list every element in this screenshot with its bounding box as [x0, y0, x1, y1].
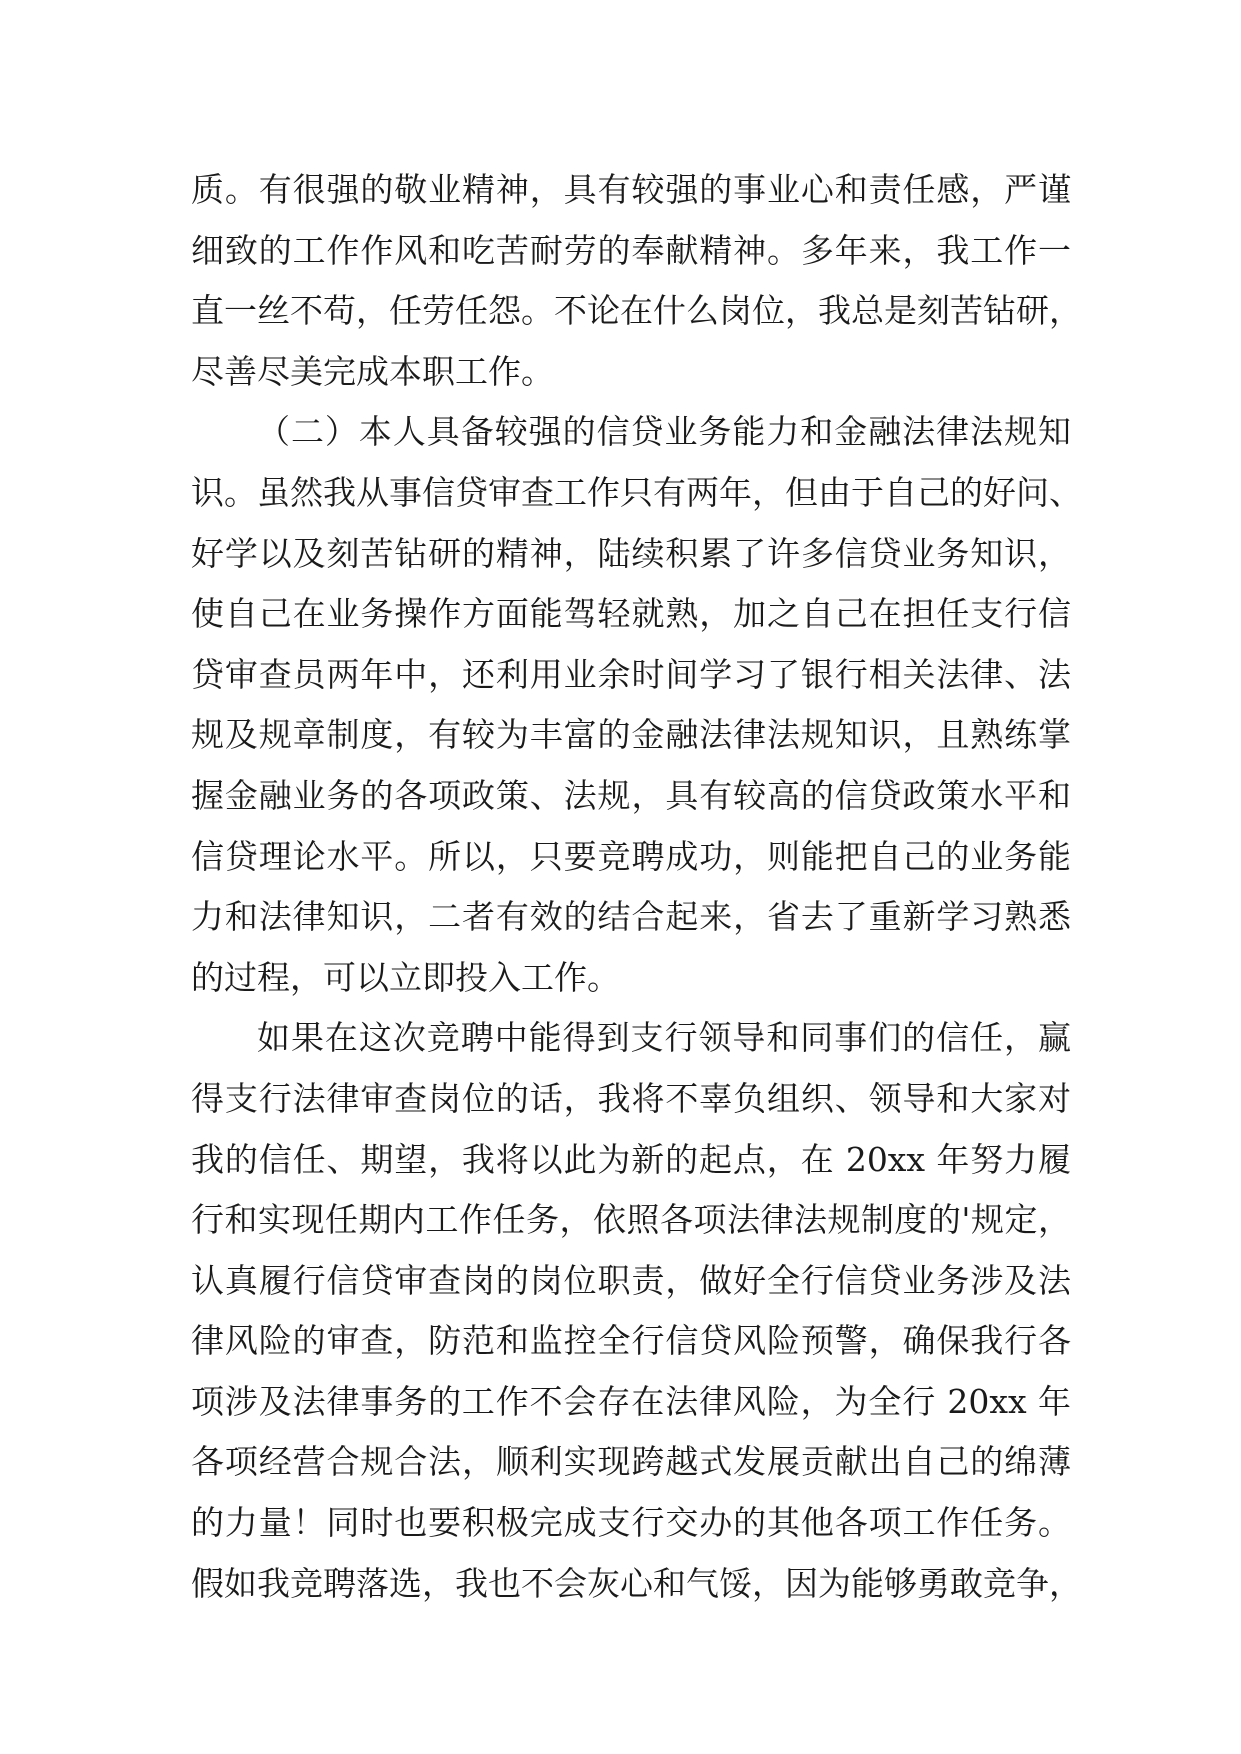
text-line: 贷审查员两年中，还利用业余时间学习了银行相关法律、法 [191, 654, 1071, 694]
text-line: 质。有很强的敬业精神，具有较强的事业心和责任感，严谨 [191, 170, 1071, 209]
text-line: 如果在这次竞聘中能得到支行领导和同事们的信任，赢 [257, 1018, 1071, 1058]
text-line: 的力量！同时也要积极完成支行交办的其他各项工作任务。 [191, 1503, 1071, 1543]
text-line: 各项经营合规合法，顺利实现跨越式发展贡献出自己的绵薄 [191, 1442, 1071, 1482]
text-line: 使自己在业务操作方面能驾轻就熟，加之自己在担任支行信 [191, 594, 1071, 634]
text-line: 细致的工作作风和吃苦耐劳的奉献精神。多年来，我工作一 [191, 230, 1071, 270]
text-line: 律风险的审查，防范和监控全行信贷风险预警，确保我行各 [191, 1321, 1071, 1361]
text-line: 假如我竞聘落选，我也不会灰心和气馁，因为能够勇敢竞争， [191, 1563, 1082, 1603]
text-line: 直一丝不苟，任劳任怨。不论在什么岗位，我总是刻苦钻研， [191, 291, 1082, 331]
paragraph-2 [191, 402, 1082, 1008]
text-line: 认真履行信贷审查岗的岗位职责，做好全行信贷业务涉及法 [191, 1260, 1071, 1300]
document-body [191, 160, 1082, 1614]
paragraph-3 [191, 1008, 1082, 1614]
text-line: 得支行法律审查岗位的话，我将不辜负组织、领导和大家对 [191, 1078, 1071, 1118]
text-line: 力和法律知识，二者有效的结合起来，省去了重新学习熟悉 [191, 897, 1071, 937]
text-line: （二）本人具备较强的信贷业务能力和金融法律法规知 [257, 412, 1071, 452]
text-line: 行和实现任期内工作任务，依照各项法律法规制度的'规定， [191, 1200, 1071, 1240]
text-line: 尽善尽美完成本职工作。 [191, 351, 554, 391]
text-line: 识。虽然我从事信贷审查工作只有两年，但由于自己的好问、 [191, 472, 1082, 512]
paragraph-1 [191, 160, 1082, 402]
text-line: 我的信任、期望，我将以此为新的起点，在 20xx 年努力履 [191, 1139, 1071, 1179]
text-line: 好学以及刻苦钻研的精神，陆续积累了许多信贷业务知识， [191, 533, 1071, 573]
text-line: 项涉及法律事务的工作不会存在法律风险，为全行 20xx 年 [191, 1381, 1071, 1421]
text-line: 握金融业务的各项政策、法规，具有较高的信贷政策水平和 [191, 775, 1071, 815]
text-line: 信贷理论水平。所以，只要竞聘成功，则能把自己的业务能 [191, 836, 1071, 876]
text-line: 的过程，可以立即投入工作。 [191, 957, 620, 997]
text-line: 规及规章制度，有较为丰富的金融法律法规知识，且熟练掌 [191, 715, 1071, 755]
